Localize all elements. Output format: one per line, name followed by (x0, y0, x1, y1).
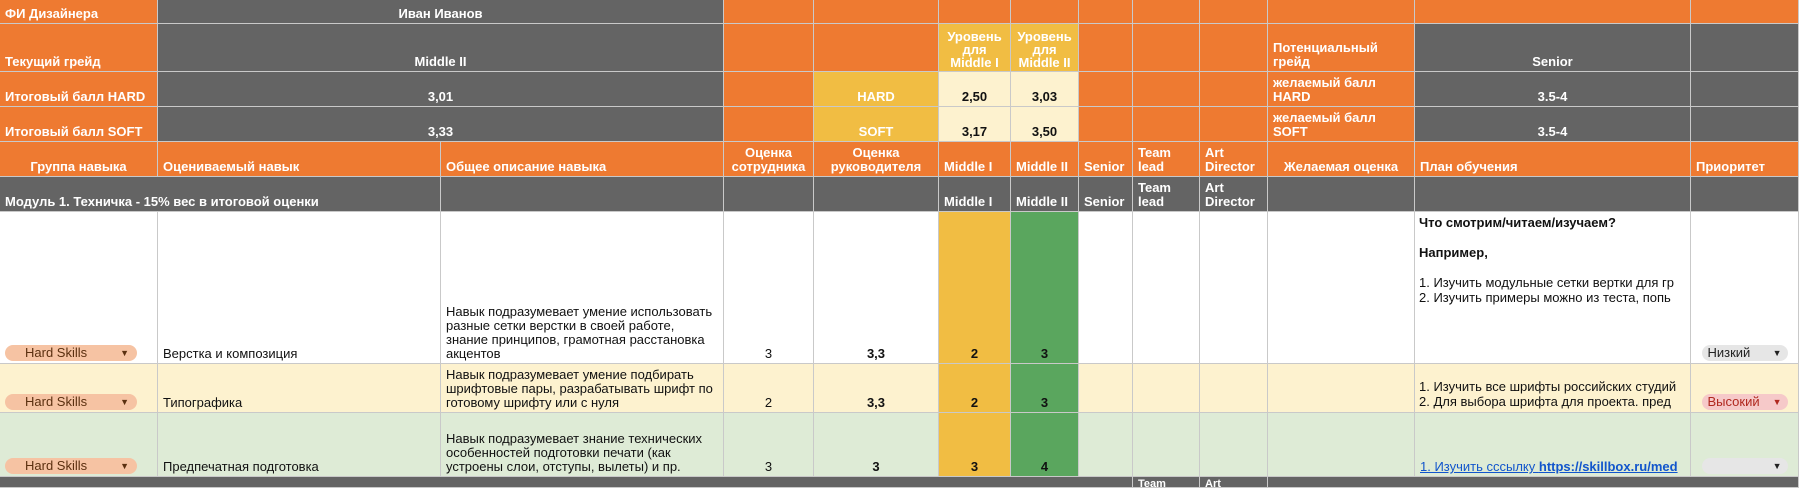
desired-score[interactable] (1268, 364, 1415, 413)
module-team-lead: Team lead (1133, 177, 1200, 212)
middle2-level: 3 (1011, 212, 1079, 364)
skill-name[interactable]: Типографика (158, 364, 441, 413)
hard-label: HARD (814, 72, 939, 107)
manager-score[interactable]: 3 (814, 413, 939, 477)
plan-line: 1. Изучить модульные сетки вертки для гр (1419, 275, 1674, 290)
desired-soft-label: желаемый балл SOFT (1268, 107, 1415, 142)
chevron-down-icon: ▼ (1772, 397, 1782, 407)
column-header-senior[interactable]: Senior (1079, 142, 1133, 177)
manager-score[interactable]: 3,3 (814, 364, 939, 413)
module-senior: Senior (1079, 177, 1133, 212)
cell (1268, 0, 1415, 24)
cell (1200, 24, 1268, 72)
cell (724, 24, 814, 72)
footer-row (1268, 477, 1799, 488)
cell (1079, 72, 1133, 107)
module-middle1: Middle I (939, 177, 1011, 212)
priority-value: Низкий (1707, 345, 1751, 360)
senior-level[interactable] (1079, 413, 1133, 477)
learning-plan[interactable] (1415, 212, 1691, 364)
column-header-learning-plan[interactable]: План обучения (1415, 142, 1691, 177)
cell (1133, 0, 1200, 24)
soft-label: SOFT (814, 107, 939, 142)
senior-level[interactable] (1079, 364, 1133, 413)
cell (1133, 107, 1200, 142)
footer-row (0, 477, 1133, 488)
chevron-down-icon: ▼ (120, 397, 129, 407)
cell (1691, 177, 1799, 212)
hard-total-value: 3,01 (158, 72, 724, 107)
skill-group-dropdown[interactable] (5, 394, 137, 410)
priority-cell (1691, 212, 1799, 364)
team-lead-level[interactable] (1133, 364, 1200, 413)
skill-group-value: Hard Skills (25, 345, 88, 360)
plan-example: Например, (1419, 245, 1488, 260)
team-lead-level[interactable] (1133, 212, 1200, 364)
skill-name[interactable]: Верстка и композиция (158, 212, 441, 364)
soft-middle2-value: 3,50 (1011, 107, 1079, 142)
art-director-level[interactable] (1200, 364, 1268, 413)
plan-line: 1. Изучить все шрифты российских студий (1419, 379, 1677, 394)
column-header-skill[interactable]: Оцениваемый навык (158, 142, 441, 177)
column-header-priority[interactable]: Приоритет (1691, 142, 1799, 177)
cell (814, 0, 939, 24)
cell (814, 24, 939, 72)
employee-score[interactable]: 3 (724, 212, 814, 364)
middle2-level: 4 (1011, 413, 1079, 477)
designer-label: ФИ Дизайнера (0, 0, 158, 24)
art-director-level[interactable] (1200, 413, 1268, 477)
potential-grade-label: Потенциальный грейд (1268, 24, 1415, 72)
cell (724, 72, 814, 107)
footer-team-lead: Team (1133, 477, 1200, 488)
cell (1415, 177, 1691, 212)
potential-grade-value[interactable]: Senior (1415, 24, 1691, 72)
middle1-level: 2 (939, 212, 1011, 364)
cell (1079, 107, 1133, 142)
cell (939, 0, 1011, 24)
cell (1200, 0, 1268, 24)
soft-middle1-value: 3,17 (939, 107, 1011, 142)
cell (1011, 0, 1079, 24)
priority-dropdown[interactable] (1702, 458, 1788, 474)
manager-score[interactable]: 3,3 (814, 212, 939, 364)
soft-total-value: 3,33 (158, 107, 724, 142)
plan-line[interactable] (1420, 460, 1678, 474)
chevron-down-icon: ▼ (120, 348, 129, 358)
cell (1691, 72, 1799, 107)
desired-hard-value[interactable]: 3.5-4 (1415, 72, 1691, 107)
cell (1079, 0, 1133, 24)
column-header-middle1[interactable]: Middle I (939, 142, 1011, 177)
skill-description[interactable]: Навык подразумевает знание технических особенностей подготовки печати (как устроены слои, отступы, вылеты) и пр. (441, 413, 724, 477)
desired-score[interactable] (1268, 413, 1415, 477)
level-middle1-header: Уровень для Middle I (939, 24, 1011, 72)
module-title: Модуль 1. Техничка - 15% вес в итоговой оценки (0, 177, 441, 212)
column-header-middle2[interactable]: Middle II (1011, 142, 1079, 177)
desired-score[interactable] (1268, 212, 1415, 364)
designer-name[interactable]: Иван Иванов (158, 0, 724, 24)
cell (1200, 107, 1268, 142)
column-header-description[interactable]: Общее описание навыка (441, 142, 724, 177)
footer-art-director: Art (1200, 477, 1268, 488)
skill-group-dropdown[interactable] (5, 345, 137, 361)
priority-cell (1691, 413, 1799, 477)
plan-line: 2. Изучить примеры можно из теста, попь (1419, 290, 1671, 305)
plan-line: 2. Для выбора шрифта для проекта. пред (1419, 394, 1671, 409)
cell (724, 177, 814, 212)
cell (1200, 72, 1268, 107)
hard-middle2-value: 3,03 (1011, 72, 1079, 107)
group-cell (0, 364, 158, 413)
module-art-director: Art Director (1200, 177, 1268, 212)
column-header-group[interactable]: Группа навыка (0, 142, 158, 177)
cell (1133, 24, 1200, 72)
column-header-team-lead[interactable]: Team lead (1133, 142, 1200, 177)
middle2-level: 3 (1011, 364, 1079, 413)
employee-score[interactable]: 3 (724, 413, 814, 477)
module-middle2: Middle II (1011, 177, 1079, 212)
cell (724, 0, 814, 24)
chevron-down-icon: ▼ (1772, 461, 1782, 471)
cell (1415, 0, 1691, 24)
senior-level[interactable] (1079, 212, 1133, 364)
priority-dropdown[interactable] (1702, 345, 1788, 361)
current-grade-value[interactable]: Middle II (158, 24, 724, 72)
priority-cell (1691, 364, 1799, 413)
column-header-employee-score[interactable]: Оценка сотрудника (724, 142, 814, 177)
chevron-down-icon: ▼ (1772, 348, 1782, 358)
employee-score[interactable]: 2 (724, 364, 814, 413)
skill-group-value: Hard Skills (25, 394, 88, 409)
plan-prefix: 1. Изучить ссcылку (1420, 459, 1539, 474)
priority-value: Высокий (1707, 394, 1760, 409)
desired-hard-label: желаемый балл HARD (1268, 72, 1415, 107)
skill-description[interactable]: Навык подразумевает умение использовать разные сетки верстки в своей работе, знание принципов, грамотная расстановка акцентов (441, 212, 724, 364)
cell (814, 177, 939, 212)
skill-description[interactable]: Навык подразумевает умение подбирать шрифтовые пары, разрабатывать шрифт по готовому шрифту или с нуля (441, 364, 724, 413)
team-lead-level[interactable] (1133, 413, 1200, 477)
desired-soft-value[interactable]: 3.5-4 (1415, 107, 1691, 142)
learning-plan[interactable] (1415, 413, 1691, 477)
learning-plan[interactable] (1415, 364, 1691, 413)
plan-title: Что смотрим/читаем/изучаем? (1419, 215, 1616, 230)
group-cell (0, 413, 158, 477)
current-grade-label: Текущий грейд (0, 24, 158, 72)
cell (1691, 24, 1799, 72)
hard-total-label: Итоговый балл HARD (0, 72, 158, 107)
hard-middle1-value: 2,50 (939, 72, 1011, 107)
cell (1133, 72, 1200, 107)
cell (724, 107, 814, 142)
chevron-down-icon: ▼ (120, 461, 129, 471)
middle1-level: 3 (939, 413, 1011, 477)
skill-group-value: Hard Skills (25, 458, 88, 473)
cell (1691, 107, 1799, 142)
column-header-desired-score[interactable]: Желаемая оценка (1268, 142, 1415, 177)
cell (1268, 177, 1415, 212)
art-director-level[interactable] (1200, 212, 1268, 364)
group-cell (0, 212, 158, 364)
column-header-manager-score[interactable]: Оценка руководителя (814, 142, 939, 177)
priority-dropdown[interactable] (1702, 394, 1788, 410)
skill-group-dropdown[interactable] (5, 458, 137, 474)
plan-link[interactable]: https://skillbox.ru/med (1538, 459, 1678, 474)
cell (1079, 24, 1133, 72)
cell (1691, 0, 1799, 24)
middle1-level: 2 (939, 364, 1011, 413)
column-header-art-director[interactable]: Art Director (1200, 142, 1268, 177)
skill-name[interactable]: Предпечатная подготовка (158, 413, 441, 477)
soft-total-label: Итоговый балл SOFT (0, 107, 158, 142)
level-middle2-header: Уровень для Middle II (1011, 24, 1079, 72)
cell (441, 177, 724, 212)
